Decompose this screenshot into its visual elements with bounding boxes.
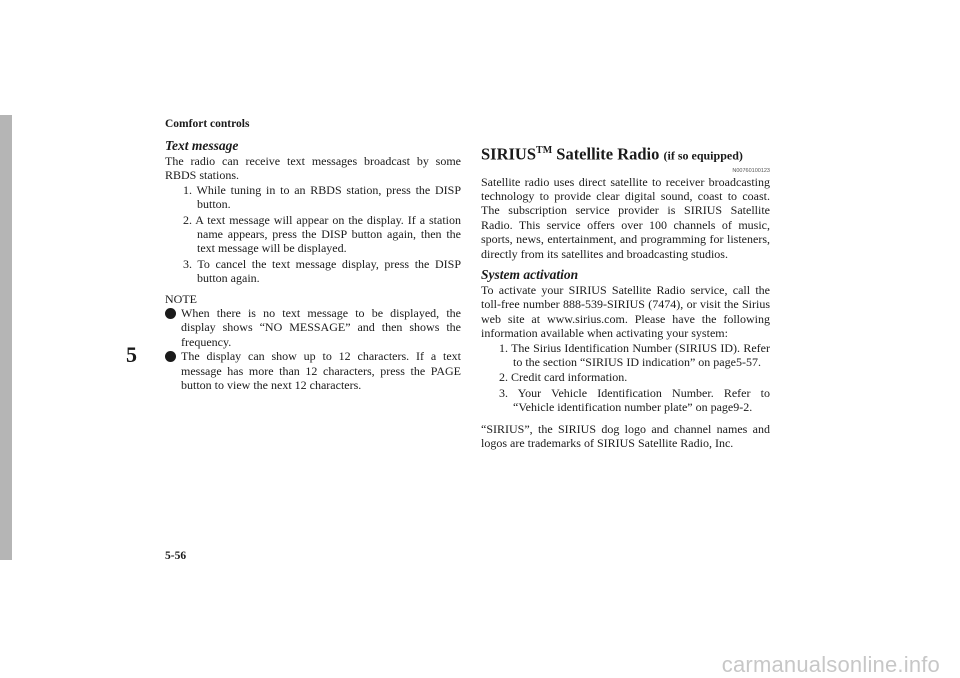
note-item xyxy=(165,349,461,392)
activation-text: To activate your SIRIUS Satellite Radio service, call the toll-free number 888-539-SIRIUS (7474), or visit the Sirius web site at www.sirius.com. Please have the following information available when activating your system: xyxy=(481,282,770,341)
bullet-icon xyxy=(165,308,176,319)
activation-step-1: 1. The Sirius Identification Number (SIRIUS ID). Refer to the section “SIRIUS ID indication” on page5-57. xyxy=(499,340,770,369)
right-column xyxy=(481,141,770,450)
bullet-icon xyxy=(165,351,176,362)
left-column xyxy=(165,138,461,393)
chapter-tab xyxy=(0,115,12,560)
step-3: 3. To cancel the text message display, press the DISP button again. xyxy=(183,256,461,286)
sirius-intro: Satellite radio uses direct satellite to receiver broadcasting technology to provide clear digital sound, coast to coast. The subscription service provider is SIRIUS Satellite Radio. This service offers over 100 channels of music, sports, news, entertainment, and programming for listeners, directly from its satellites and broadcasting studios. xyxy=(481,174,770,261)
reference-code: N00760100123 xyxy=(732,167,770,174)
page-number: 5-56 xyxy=(165,550,187,562)
step-2: 2. A text message will appear on the display. If a station name appears, press the DISP button again, then the text message will be displayed. xyxy=(183,212,461,256)
activation-step-3: 3. Your Vehicle Identification Number. Refer to “Vehicle identification number plate” on page9-2. xyxy=(499,385,770,415)
note-text: When there is no text message to be displayed, the display shows “NO MESSAGE” and then shows the frequency. xyxy=(181,306,461,349)
activation-step-2: 2. Credit card information. xyxy=(499,370,628,385)
watermark: carmanualsonline.info xyxy=(721,652,940,677)
system-activation-heading: System activation xyxy=(481,266,579,282)
note-label: NOTE xyxy=(165,291,197,306)
heading-rest: Satellite Radio xyxy=(552,144,660,164)
text-message-heading: Text message xyxy=(165,138,239,153)
trademark-mark: TM xyxy=(536,145,553,156)
step-1: 1. While tuning in to an RBDS station, press the DISP button. xyxy=(183,182,461,212)
note-text: The display can show up to 12 characters. If a text message has more than 12 characters, press the PAGE button to view the next 12 characters. xyxy=(181,349,461,393)
note-item xyxy=(165,306,461,349)
heading-brand: SIRIUS xyxy=(481,144,537,164)
trademark-notice: “SIRIUS”, the SIRIUS dog logo and channel names and logos are trademarks of SIRIUS Satellite Radio, Inc. xyxy=(481,421,770,450)
chapter-number: 5 xyxy=(126,342,137,367)
section-header: Comfort controls xyxy=(165,118,250,130)
sirius-heading xyxy=(481,141,770,166)
text-message-intro: The radio can receive text messages broadcast by some RBDS stations. xyxy=(165,154,461,183)
heading-note: (if so equipped) xyxy=(663,148,743,163)
